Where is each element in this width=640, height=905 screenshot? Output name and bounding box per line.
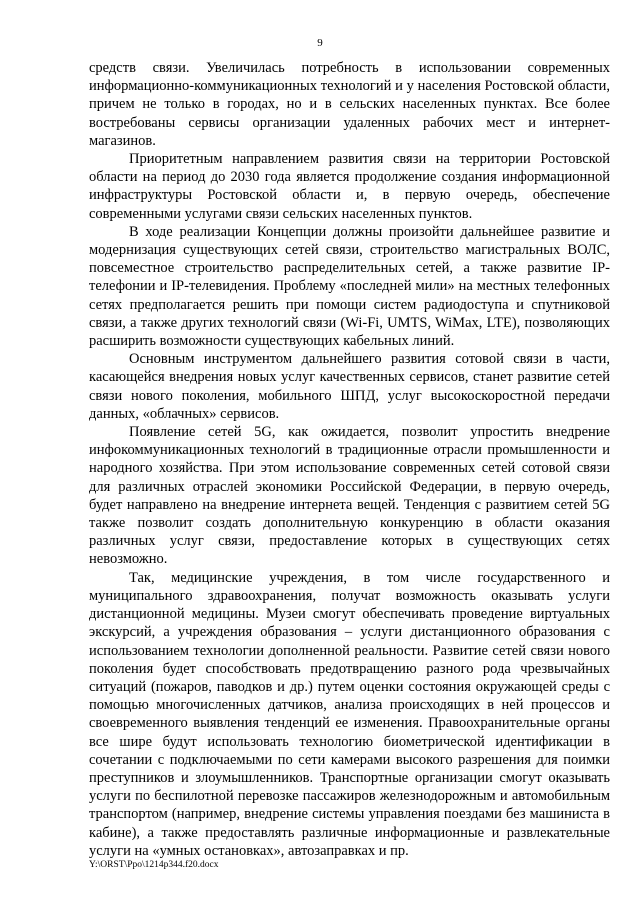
page-number: 9 — [317, 37, 323, 49]
paragraph-continued: средств связи. Увеличилась потребность в использовании современных информационно-коммуникационных технологий и у населения Ростовской области, причем не только в городах, но и в сельских населенных пунктах. Все более востребованы сервисы организации удаленных рабочих мест и интернет-магазинов. — [89, 60, 610, 149]
file-path-footer: Y:\ORST\Ppo\1214p344.f20.docx — [89, 860, 219, 870]
document-body — [89, 59, 610, 860]
paragraph: Появление сетей 5G, как ожидается, позволит упростить внедрение инфокоммуникационных технологий в традиционные отрасли промышленности и народного хозяйства. При этом использование современных сетей сотовой связи для различных отраслей экономики Российской Федерации, в первую очередь, будет направлено на внедрение интернета вещей. Тенденция с развитием сетей 5G также позволит создать дополнительную конкуренцию в области оказания различных услуг связи, предоставление которых в существующих сетях невозможно. — [89, 424, 610, 568]
paragraph: В ходе реализации Концепции должны произойти дальнейшее развитие и модернизация существующих сетей связи, строительство магистральных ВОЛС, повсеместное строительство распределительных сетей, а также развитие IP-телефонии и IP-телевидения. Проблему «последней мили» на местных телефонных сетях предполагается решить при помощи систем радиодоступа и спутниковой связи, а также других технологий связи (Wi-Fi, UMTS, WiMax, LTE), позволяющих расширить возможности существующих кабельных линий. — [89, 223, 610, 350]
paragraph: Так, медицинские учреждения, в том числе государственного и муниципального здравоохранения, получат возможность оказывать услуги дистанционной медицины. Музеи смогут обеспечивать проведение виртуальных экскурсий, а учреждения образования – услуги дистанционного образования с использованием технологии дополненной реальности. Развитие сетей связи нового поколения будет способствовать предотвращению разного рода чрезвычайных ситуаций (пожаров, паводков и др.) путем оценки состояния окружающей среды с помощью многочисленных датчиков, анализа происходящих в ней процессов и своевременного выявления тенденций ее изменения. Правоохранительные органы все шире будут использовать технологию биометрической идентификации в сочетании с подключаемыми по сети камерами высокого разрешения для поимки преступников и злоумышленников. Транспортные организации смогут оказывать услуги по беспилотной перевозке пассажиров железнодорожным и автомобильным транспортом (например, внедрение системы управления поездами без машиниста в кабине), а также предоставлять различные информационные и развлекательные услуги на «умных остановках», автозаправках и пр. — [89, 569, 610, 859]
paragraph: Приоритетным направлением развития связи на территории Ростовской области на период до 2030 года является продолжение создания информационной инфраструктуры Ростовской области и, в первую очередь, обеспечение современными услугами связи сельских населенных пунктов. — [89, 151, 610, 222]
paragraph: Основным инструментом дальнейшего развития сотовой связи в части, касающейся внедрения новых услуг качественных сервисов, станет развитие сетей связи нового поколения, мобильного ШПД, услуг высокоскоростной передачи данных, «облачных» сервисов. — [89, 351, 610, 422]
